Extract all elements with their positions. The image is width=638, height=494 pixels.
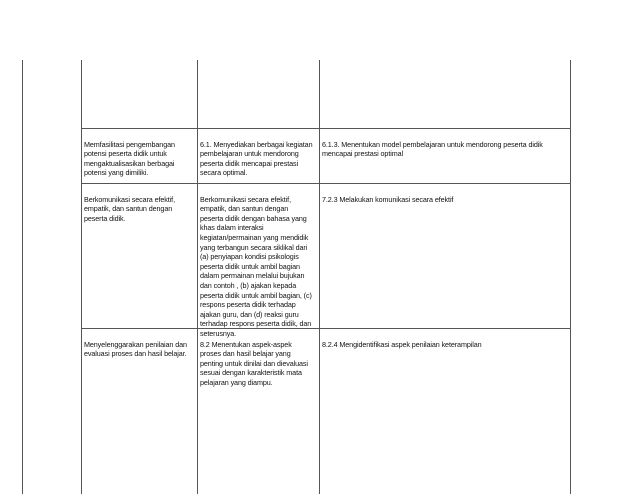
column-divider-1 xyxy=(81,60,82,494)
row-divider-2 xyxy=(82,183,570,184)
core-competency-cell: Berkomunikasi secara efektif, empatik, dan santun dengan peserta didik dengan bahasa yang khas dalam interaksi kegiatan/permainan yang mendidik yang terbangun secara siklikal dari (a) penyiapan kondisi psikologis peserta didik untuk ambil bagian dalam permainan melalui bujukan dan contoh , (b) ajakan kepada peserta didik untuk ambil bagian, (c) respons peserta didik terhadap ajakan guru, dan (d) reaksi guru terhadap respons peserta didik, dan seterusnya. xyxy=(200,194,312,338)
row-divider-1 xyxy=(82,128,570,129)
table-row xyxy=(84,185,196,223)
table-row xyxy=(200,130,322,178)
table-border-right xyxy=(570,60,571,494)
core-competency-cell: 6.1. Menyediakan berbagai kegiatan pembelajaran untuk mendorong peserta didik mencapai prestasi secara optimal. xyxy=(200,139,313,178)
table-row xyxy=(84,330,196,359)
competency-cell: Memfasilitasi pengembangan potensi peserta didik untuk mengaktualisasikan berbagai potensi yang dimiliki. xyxy=(84,139,175,178)
row-divider-3 xyxy=(82,328,570,329)
competency-cell: Menyelenggarakan penilaian dan evaluasi proses dan hasil belajar. xyxy=(84,339,187,359)
core-competency-cell: 8.2 Menentukan aspek-aspek proses dan hasil belajar yang penting untuk dinilai dan dievaluasi sesuai dengan karakteristik mata pelajaran yang diampu. xyxy=(200,339,308,387)
indicator-cell: 8.2.4 Mengidentifikasi aspek penilaian keterampilan xyxy=(322,339,482,349)
indicator-cell: 7.2.3 Melakukan komunikasi secara efektif xyxy=(322,194,454,204)
table-border-left xyxy=(22,60,23,494)
table-row xyxy=(322,130,568,159)
column-divider-3 xyxy=(319,60,320,494)
table-row xyxy=(322,330,568,349)
indicator-cell: 6.1.3. Menentukan model pembelajaran untuk mendorong peserta didik mencapai prestasi optimal xyxy=(322,139,543,159)
column-divider-2 xyxy=(197,60,198,494)
table-row xyxy=(200,330,318,388)
table-row xyxy=(84,130,196,178)
table-row xyxy=(200,185,318,339)
table-row xyxy=(322,185,568,204)
competency-cell: Berkomunikasi secara efektif, empatik, dan santun dengan peserta didik. xyxy=(84,194,175,223)
